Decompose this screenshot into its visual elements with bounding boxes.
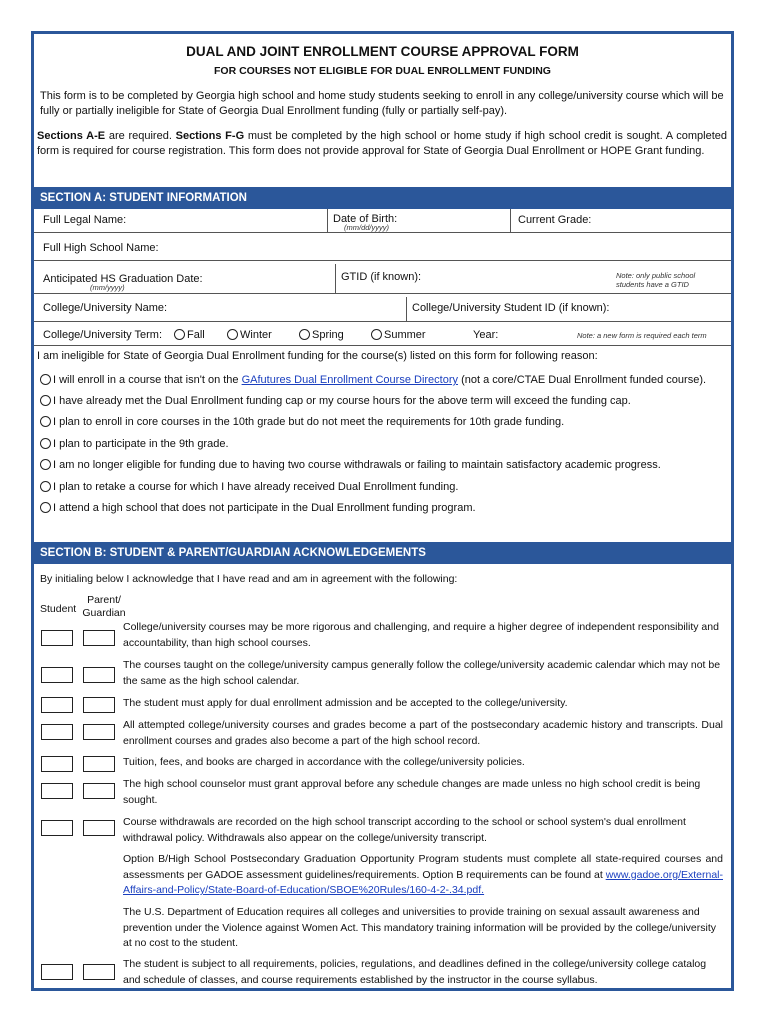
- radio-icon: [299, 329, 310, 340]
- form-frame: [31, 31, 734, 991]
- ack-item-4: All attempted college/university courses and grades become a part of the postsecondary academic history and transcripts. Dual enrollment courses and grades also become a part of the high school record.: [123, 719, 723, 747]
- ack-item-9: The U.S. Department of Education requires all colleges and universities to provide training on sexual assault awareness and prevention under the Violence against Women Act. This mandatory training information will be provided by the college/university at no cost to the student.: [123, 906, 716, 949]
- row-grad-gtid: [34, 264, 731, 294]
- ack-item-8: [123, 852, 723, 899]
- dob-field[interactable]: Date of Birth:: [333, 213, 398, 225]
- reason-option-6[interactable]: [40, 481, 458, 493]
- reason-option-5[interactable]: [40, 459, 661, 471]
- grad-hint: (mm/yyyy): [90, 283, 125, 292]
- term-summer-label: Summer: [384, 329, 426, 341]
- parent-initial-box[interactable]: [83, 630, 115, 646]
- reason-option-4[interactable]: [40, 438, 229, 450]
- student-initial-box[interactable]: [41, 756, 73, 772]
- student-initial-box[interactable]: [41, 783, 73, 799]
- ack-item-10: The student is subject to all requirements, policies, regulations, and deadlines defined in the college/university college catalog and schedule of classes, and course requirements established by the instructor in the course syllabus.: [123, 958, 707, 986]
- radio-icon: [40, 438, 51, 449]
- parent-initial-box[interactable]: [83, 783, 115, 799]
- parent-initial-box[interactable]: [83, 964, 115, 980]
- section-b-header: SECTION B: STUDENT & PARENT/GUARDIAN ACKNOWLEDGEMENTS: [34, 542, 731, 564]
- requirements-paragraph: [37, 129, 727, 159]
- term-option-winter[interactable]: [221, 324, 272, 345]
- reason-1-text: I will enroll in a course that isn't on the: [53, 374, 242, 386]
- radio-icon: [40, 416, 51, 427]
- current-grade-field[interactable]: Current Grade:: [518, 214, 592, 226]
- ack-item-8-text: Option B/High School Postsecondary Graduation Opportunity Program students must complete all state-required courses and assessments per GADOE assessment guidelines/requirements. Option B requirements can be found at: [123, 853, 723, 881]
- reason-1-text-end: (not a core/CTAE Dual Enrollment funded course).: [458, 374, 707, 386]
- req-fg-text: must be completed by the high school or home study if high school credit is sought. A completed form is required for course registration. This form does not provide approval for State of Georgia Dual Enrollment or HOPE Grant funding.: [37, 130, 727, 157]
- radio-icon: [174, 329, 185, 340]
- student-initial-box[interactable]: [41, 667, 73, 683]
- radio-icon: [40, 502, 51, 513]
- gtid-note: Note: only public school students have a GTID: [616, 271, 696, 289]
- section-b-intro: By initialing below I acknowledge that I have read and am in agreement with the following:: [40, 573, 458, 585]
- intro-paragraph: This form is to be completed by Georgia high school and home study students seeking to enroll in any college/university course which will be fully or partially ineligible for State of Georgia Dual Enrollment funding (fully or partially self-pay).: [40, 90, 724, 117]
- form-title: DUAL AND JOINT ENROLLMENT COURSE APPROVAL FORM: [186, 44, 579, 59]
- ack-item-3: The student must apply for dual enrollment admission and be accepted to the college/university.: [123, 697, 568, 709]
- reason-7-text: I attend a high school that does not participate in the Dual Enrollment funding program.: [53, 502, 476, 514]
- parent-initial-box[interactable]: [83, 697, 115, 713]
- row-college: [34, 297, 731, 322]
- hs-name-field[interactable]: Full High School Name:: [43, 242, 159, 254]
- term-fall-label: Fall: [187, 329, 205, 341]
- dob-hint: (mm/dd/yyyy): [344, 223, 389, 232]
- ack-item-1: College/university courses may be more rigorous and challenging, and require a higher degree of independent responsibility and accountability, than high school courses.: [123, 621, 719, 649]
- parent-initial-box[interactable]: [83, 820, 115, 836]
- reason-option-7[interactable]: [40, 502, 476, 514]
- col-student-label: Student: [40, 603, 77, 615]
- req-sections-ae: Sections A-E: [37, 130, 106, 142]
- req-ae-text: are required.: [105, 130, 176, 142]
- ack-item-7: Course withdrawals are recorded on the high school transcript according to the school or school system's dual enrollment withdrawal policy. Withdrawals also appear on the college/university transcript.: [123, 816, 686, 844]
- req-sections-fg: Sections F-G: [175, 130, 245, 142]
- ineligible-intro: I am ineligible for State of Georgia Dual Enrollment funding for the course(s) listed on this form for following reason:: [37, 350, 598, 362]
- college-id-field[interactable]: College/University Student ID (if known):: [412, 302, 610, 314]
- student-initial-box[interactable]: [41, 820, 73, 836]
- radio-icon: [40, 374, 51, 385]
- reason-option-2[interactable]: [40, 395, 631, 407]
- parent-initial-box[interactable]: [83, 667, 115, 683]
- term-option-fall[interactable]: [168, 324, 205, 345]
- ack-item-2: The courses taught on the college/university campus generally follow the college/university academic calendar which may not be the same as the high school calendar.: [123, 659, 721, 687]
- full-legal-name-field[interactable]: Full Legal Name:: [43, 214, 127, 226]
- college-name-field[interactable]: College/University Name:: [43, 302, 168, 314]
- form-subtitle: FOR COURSES NOT ELIGIBLE FOR DUAL ENROLLMENT FUNDING: [214, 65, 551, 77]
- col-parent-label: Parent/ Guardian: [82, 594, 126, 619]
- reason-2-text: I have already met the Dual Enrollment funding cap or my course hours for the above term will exceed the funding cap.: [53, 395, 631, 407]
- reason-4-text: I plan to participate in the 9th grade.: [53, 438, 229, 450]
- parent-initial-box[interactable]: [83, 756, 115, 772]
- reason-option-1[interactable]: [40, 374, 706, 386]
- ack-item-5: Tuition, fees, and books are charged in accordance with the college/university policies.: [123, 756, 525, 768]
- term-winter-label: Winter: [240, 329, 272, 341]
- parent-initial-box[interactable]: [83, 724, 115, 740]
- term-spring-label: Spring: [312, 329, 344, 341]
- year-field[interactable]: Year:: [473, 329, 499, 341]
- reason-option-3[interactable]: [40, 416, 564, 428]
- term-label: College/University Term:: [43, 329, 163, 341]
- row-hs-name: [34, 237, 731, 261]
- student-initial-box[interactable]: [41, 697, 73, 713]
- reason-5-text: I am no longer eligible for funding due to having two course withdrawals or failing to maintain satisfactory academic progress.: [53, 459, 661, 471]
- section-a-header: SECTION A: STUDENT INFORMATION: [34, 187, 731, 209]
- term-note: Note: a new form is required each term: [577, 331, 707, 340]
- grad-date-field[interactable]: Anticipated HS Graduation Date:: [43, 273, 203, 285]
- gtid-field[interactable]: GTID (if known):: [341, 271, 422, 283]
- student-initial-box[interactable]: [41, 630, 73, 646]
- gadoe-link[interactable]: www.gadoe.org/External-Affairs-and-Policy/State-Board-of-Education/SBOE%20Rules/160-4-2-.34.pdf.: [123, 868, 723, 896]
- student-initial-box[interactable]: [41, 724, 73, 740]
- gafutures-link[interactable]: GAfutures Dual Enrollment Course Directory: [241, 374, 459, 386]
- student-initial-box[interactable]: [41, 964, 73, 980]
- radio-icon: [371, 329, 382, 340]
- ack-item-6: The high school counselor must grant approval before any schedule changes are made unless no high school credit is being sought.: [123, 778, 701, 806]
- reason-3-text: I plan to enroll in core courses in the 10th grade but do not meet the requirements for 10th grade funding.: [53, 416, 565, 428]
- term-option-summer[interactable]: [365, 324, 426, 345]
- term-option-spring[interactable]: [293, 324, 344, 345]
- radio-icon: [40, 459, 51, 470]
- reason-6-text: I plan to retake a course for which I have already received Dual Enrollment funding.: [53, 481, 459, 493]
- radio-icon: [40, 481, 51, 492]
- radio-icon: [40, 395, 51, 406]
- row-name-dob-grade: [34, 209, 731, 233]
- row-term: [34, 324, 731, 346]
- radio-icon: [227, 329, 238, 340]
